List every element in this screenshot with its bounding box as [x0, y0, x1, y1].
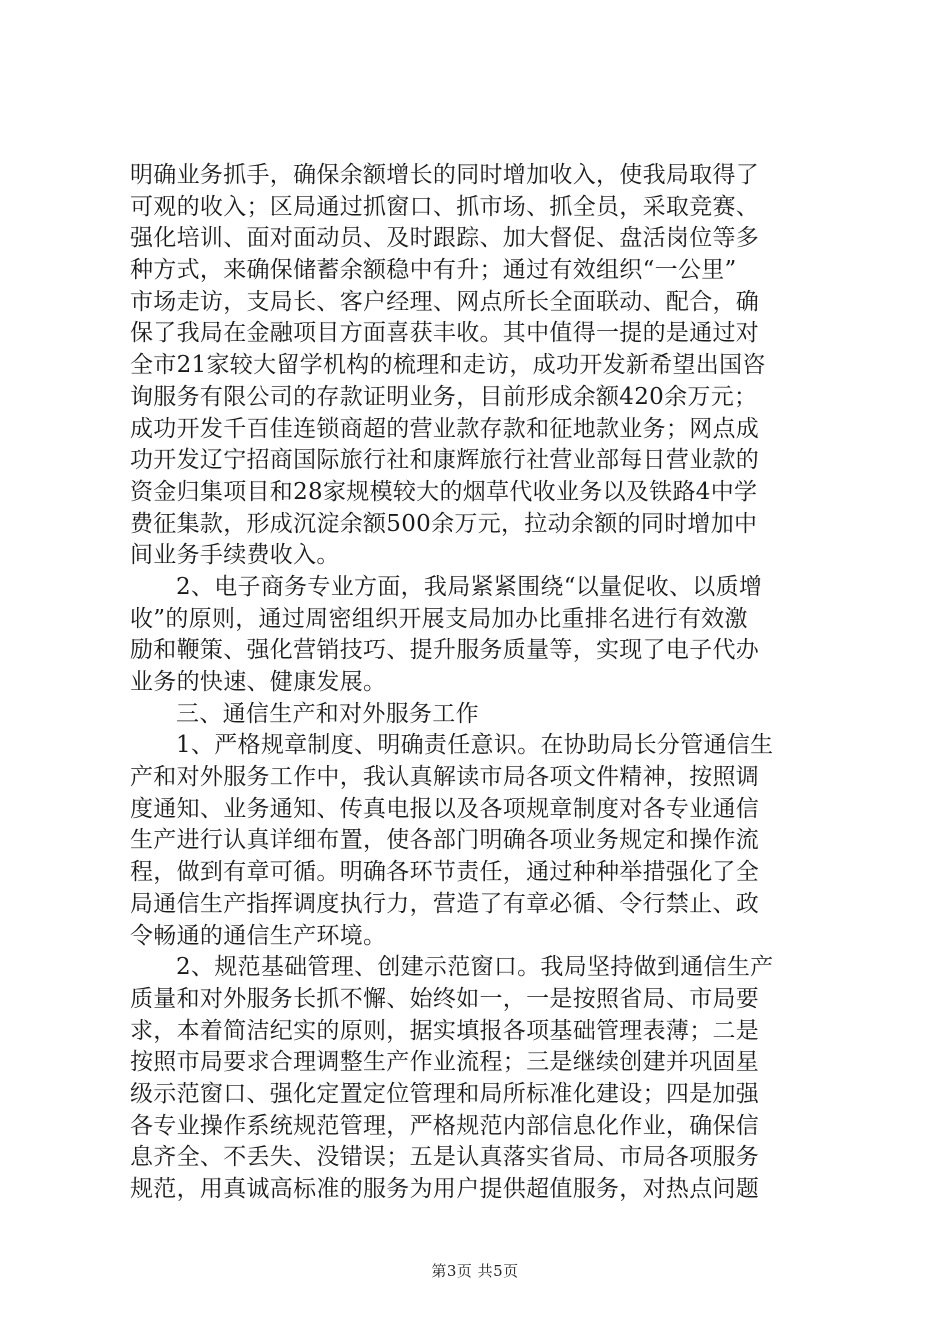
text-line: 局通信生产指挥调度执行力，营造了有章必循、令行禁止、政 [130, 890, 760, 917]
text-line: 各专业操作系统规范管理，严格规范内部信息化作业，确保信 [130, 1112, 760, 1139]
text-line: 息齐全、不丢失、没错误；五是认真落实省局、市局各项服务 [130, 1144, 760, 1171]
text-line: 强化培训、面对面动员、及时跟踪、加大督促、盘活岗位等多 [130, 225, 760, 252]
text-line: 业务的快速、健康发展。 [130, 669, 387, 695]
section-heading: 三、通信生产和对外服务工作 [176, 700, 479, 727]
text-line: 间业务手续费收入。 [130, 542, 340, 569]
paragraph-start-line: 1、严格规章制度、明确责任意识。在协助局长分管通信生 [176, 732, 774, 759]
text-line: 资金归集项目和28家规模较大的烟草代收业务以及铁路4中学 [130, 478, 758, 505]
text-line: 度通知、业务通知、传真电报以及各项规章制度对各专业通信 [130, 795, 760, 822]
text-line: 产和对外服务工作中，我认真解读市局各项文件精神，按照调 [130, 764, 760, 791]
text-line: 质量和对外服务长抓不懈、始终如一，一是按照省局、市局要 [130, 985, 760, 1012]
text-line: 全市21家较大留学机构的梳理和走访，成功开发新希望出国咨 [130, 352, 766, 379]
body-text [130, 160, 830, 1206]
text-line: 规范，用真诚高标准的服务为用户提供超值服务，对热点问题 [130, 1176, 760, 1202]
text-line: 收”的原则，通过周密组织开展支局加办比重排名进行有效激 [130, 605, 748, 632]
text-line: 费征集款，形成沉淀余额500余万元，拉动余额的同时增加中 [130, 510, 758, 537]
paragraph-start-line: 2、电子商务专业方面，我局紧紧围绕“以量促收、以质增 [176, 573, 763, 600]
text-line: 按照市局要求合理调整生产作业流程；三是继续创建并巩固星 [130, 1049, 760, 1076]
text-line: 励和鞭策、强化营销技巧、提升服务质量等，实现了电子代办 [130, 637, 760, 664]
page-number-footer: 第3页 共5页 [431, 1262, 519, 1280]
text-line: 保了我局在金融项目方面喜获丰收。其中值得一提的是通过对 [130, 320, 760, 347]
text-line: 成功开发千百佳连锁商超的营业款存款和征地款业务；网点成 [130, 415, 760, 442]
text-line: 市场走访，支局长、客户经理、网点所长全面联动、配合，确 [130, 288, 760, 315]
text-line: 明确业务抓手，确保余额增长的同时增加收入，使我局取得了 [130, 162, 760, 188]
text-line: 种方式，来确保储蓄余额稳中有升；通过有效组织“一公里” [130, 257, 737, 284]
text-line: 功开发辽宁招商国际旅行社和康辉旅行社营业部每日营业款的 [130, 447, 760, 474]
text-line: 生产进行认真详细布置，使各部门明确各项业务规定和操作流 [130, 827, 760, 854]
text-line: 可观的收入；区局通过抓窗口、抓市场、抓全员，采取竞赛、 [130, 193, 760, 220]
text-line: 令畅通的通信生产环境。 [130, 922, 387, 949]
text-line: 询服务有限公司的存款证明业务，目前形成余额420余万元； [130, 383, 758, 410]
text-line: 求，本着简洁纪实的原则，据实填报各项基础管理表薄；二是 [130, 1017, 760, 1044]
paragraph-start-line: 2、规范基础管理、创建示范窗口。我局坚持做到通信生产 [176, 954, 774, 981]
text-line: 级示范窗口、强化定置定位管理和局所标准化建设；四是加强 [130, 1080, 760, 1107]
text-line: 程，做到有章可循。明确各环节责任，通过种种举措强化了全 [130, 859, 760, 886]
